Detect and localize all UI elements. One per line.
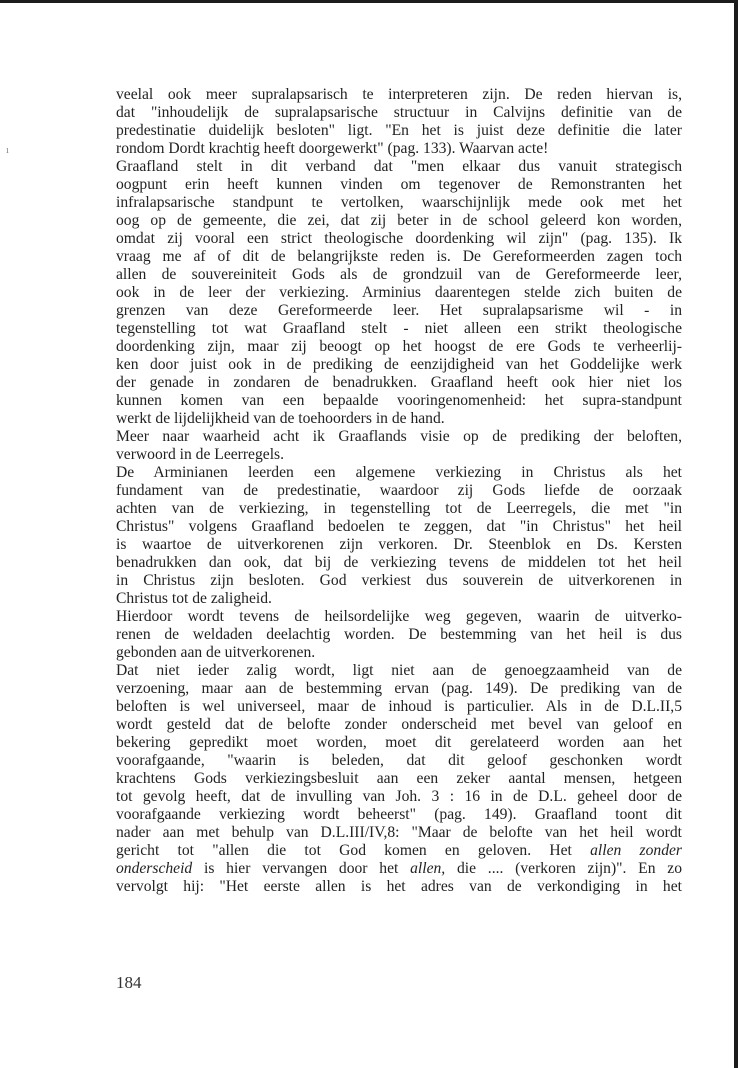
- text-line: [116, 338, 682, 356]
- text-line: [116, 752, 682, 770]
- text-line: [116, 824, 682, 842]
- text-line: [116, 122, 682, 140]
- text-line: [116, 626, 682, 644]
- text-line: [116, 878, 682, 896]
- line-text: verzoening, maar aan de bestemming ervan (pag. 149). De prediking van de: [116, 680, 682, 697]
- line-text: allen de souvereiniteit Gods als de grondzuil van de Gereformeerde leer,: [116, 266, 682, 283]
- line-text: benadrukken dan ook, dat bij de verkiezing tevens de middelen tot het heil: [116, 554, 682, 571]
- line-text: krachtens Gods verkiezingsbesluit aan een zeker aantal mensen, hetgeen: [116, 770, 682, 787]
- line-text: Hierdoor wordt tevens de heilsordelijke weg gegeven, waarin de uitverko-: [116, 608, 682, 625]
- line-text: doordenking zijn, maar zij beoogt op het hoogst de ere Gods te verheerlij-: [116, 338, 682, 355]
- text-line: [116, 356, 682, 374]
- text-line: [116, 176, 682, 194]
- text-line: [116, 716, 682, 734]
- text-line: [116, 392, 682, 410]
- text-line: [116, 104, 682, 122]
- text-line: [116, 680, 682, 698]
- text-line: [116, 212, 682, 230]
- italic-text: allen zonder: [590, 842, 682, 859]
- line-text: vraag me af of dit de belangrijkste reden is. De Gereformeerden zagen toch: [116, 248, 682, 265]
- line-text: die .... (verkoren zijn)". En zo: [445, 860, 682, 877]
- body-text: [116, 86, 682, 896]
- page-number: 184: [116, 973, 142, 992]
- line-text: kunnen komen van een bepaalde vooringenomenheid: het supra-standpunt: [116, 392, 682, 409]
- text-line: [116, 698, 682, 716]
- text-line: [116, 554, 682, 572]
- text-line: [116, 302, 682, 320]
- line-text: is waartoe de uitverkorenen zijn verkoren. Dr. Steenblok en Ds. Kersten: [116, 536, 682, 553]
- line-text: oog op de gemeente, die zei, dat zij beter in de school geleerd kon worden,: [116, 212, 682, 229]
- line-text: dat "inhoudelijk de supralapsarische structuur in Calvijns definitie van de: [116, 104, 682, 121]
- line-text: tegenstelling tot wat Graafland stelt - niet alleen een strikt theologische: [116, 320, 682, 337]
- line-text: Meer naar waarheid acht ik Graaflands visie op de prediking der beloften,: [116, 428, 682, 445]
- line-text: gebonden aan de uitverkorenen.: [116, 644, 316, 661]
- line-text: predestinatie duidelijk besloten" ligt. "En het is juist deze definitie die later: [116, 122, 682, 139]
- line-text: bekering gepredikt moet worden, moet dit gerelateerd worden aan het: [116, 734, 682, 751]
- text-line: [116, 572, 682, 590]
- line-text: Graafland stelt in dit verband dat "men elkaar dus vanuit strategisch: [116, 158, 682, 175]
- line-text: werkt de lijdelijkheid van de toehoorders in de hand.: [116, 410, 445, 427]
- line-text: voorafgaande, "waarin is beleden, dat dit geloof geschonken wordt: [116, 752, 682, 769]
- page-body: [116, 86, 682, 896]
- line-text: rondom Dordt krachtig heeft doorgewerkt" (pag. 133). Waarvan acte!: [116, 140, 549, 157]
- text-line: [116, 266, 682, 284]
- text-line: [116, 500, 682, 518]
- line-text: omdat zij vooral een strict theologische doordenking wil zijn" (pag. 135). Ik: [116, 230, 682, 247]
- line-text: voorafgaande verkiezing wordt beheerst" (pag. 149). Graafland toont dit: [116, 806, 682, 823]
- line-text: De Arminianen leerden een algemene verkiezing in Christus als het: [116, 464, 682, 481]
- line-text: vervolgt hij: "Het eerste allen is het adres van de verkondiging in het: [116, 878, 682, 895]
- line-text: achten van de verkiezing, in tegenstelling tot de Leerregels, die met "in: [116, 500, 682, 517]
- text-line: [116, 662, 682, 680]
- line-text: infralapsarische standpunt te vertolken, waarschijnlijk mede ook met het: [116, 194, 682, 211]
- line-text: Dat niet ieder zalig wordt, ligt niet aan de genoegzaamheid van de: [116, 662, 682, 679]
- text-line: [116, 536, 682, 554]
- line-text: ken door juist ook in de prediking de eenzijdigheid van het Goddelijke werk: [116, 356, 682, 373]
- line-text: beloften is wel universeel, maar de inhoud is particulier. Als in de D.L.II,5: [116, 698, 682, 715]
- text-line: [116, 644, 682, 662]
- line-text: oogpunt erin heeft kunnen vinden om tegenover de Remonstranten het: [116, 176, 682, 193]
- italic-text: allen,: [410, 860, 446, 877]
- margin-mark: ı: [6, 145, 9, 156]
- text-line: [116, 860, 682, 878]
- text-line: [116, 518, 682, 536]
- text-line: [116, 410, 682, 428]
- text-line: [116, 140, 682, 158]
- line-text: wordt gesteld dat de belofte zonder onderscheid met bevel van geloof en: [116, 716, 682, 733]
- line-text: grenzen van deze Gereformeerde leer. Het supralapsarisme wil - in: [116, 302, 682, 319]
- text-line: [116, 770, 682, 788]
- text-line: [116, 842, 682, 860]
- text-line: [116, 482, 682, 500]
- text-line: [116, 608, 682, 626]
- text-line: [116, 734, 682, 752]
- text-line: [116, 428, 682, 446]
- line-text: fundament van de predestinatie, waardoor zij Gods liefde de oorzaak: [116, 482, 682, 499]
- line-text: nader aan met behulp van D.L.III/IV,8: "Maar de belofte van het heil wordt: [116, 824, 682, 841]
- text-line: [116, 788, 682, 806]
- line-text: der genade in zondaren de benadrukken. Graafland heeft ook hier niet los: [116, 374, 682, 391]
- line-text: gericht tot "allen die tot God komen en geloven. Het: [116, 842, 591, 859]
- text-line: [116, 86, 682, 104]
- text-line: [116, 158, 682, 176]
- text-line: [116, 284, 682, 302]
- italic-text: onderscheid: [116, 860, 193, 877]
- text-line: [116, 590, 682, 608]
- text-line: [116, 464, 682, 482]
- line-text: ook in de leer der verkiezing. Arminius daarentegen stelde zich buiten de: [116, 284, 682, 301]
- text-line: [116, 194, 682, 212]
- line-text: Christus tot de zaligheid.: [116, 590, 272, 607]
- text-line: [116, 248, 682, 266]
- line-text: verwoord in de Leerregels.: [116, 446, 284, 463]
- line-text: in Christus zijn besloten. God verkiest dus souverein de uitverkorenen in: [116, 572, 682, 589]
- text-line: [116, 320, 682, 338]
- line-text: veelal ook meer supralapsarisch te interpreteren zijn. De reden hiervan is,: [116, 86, 682, 103]
- scan-edge-right: [734, 0, 738, 1068]
- scan-edge-top: [0, 0, 738, 3]
- line-text: tot gevolg heeft, dat de invulling van Joh. 3 : 16 in de D.L. geheel door de: [116, 788, 682, 805]
- text-line: [116, 230, 682, 248]
- text-line: [116, 374, 682, 392]
- line-text: Christus" volgens Graafland bedoelen te zeggen, dat "in Christus" het heil: [116, 518, 682, 535]
- text-line: [116, 806, 682, 824]
- line-text: is hier vervangen door het: [192, 860, 411, 877]
- line-text: renen de weldaden deelachtig worden. De bestemming van het heil is dus: [116, 626, 682, 643]
- text-line: [116, 446, 682, 464]
